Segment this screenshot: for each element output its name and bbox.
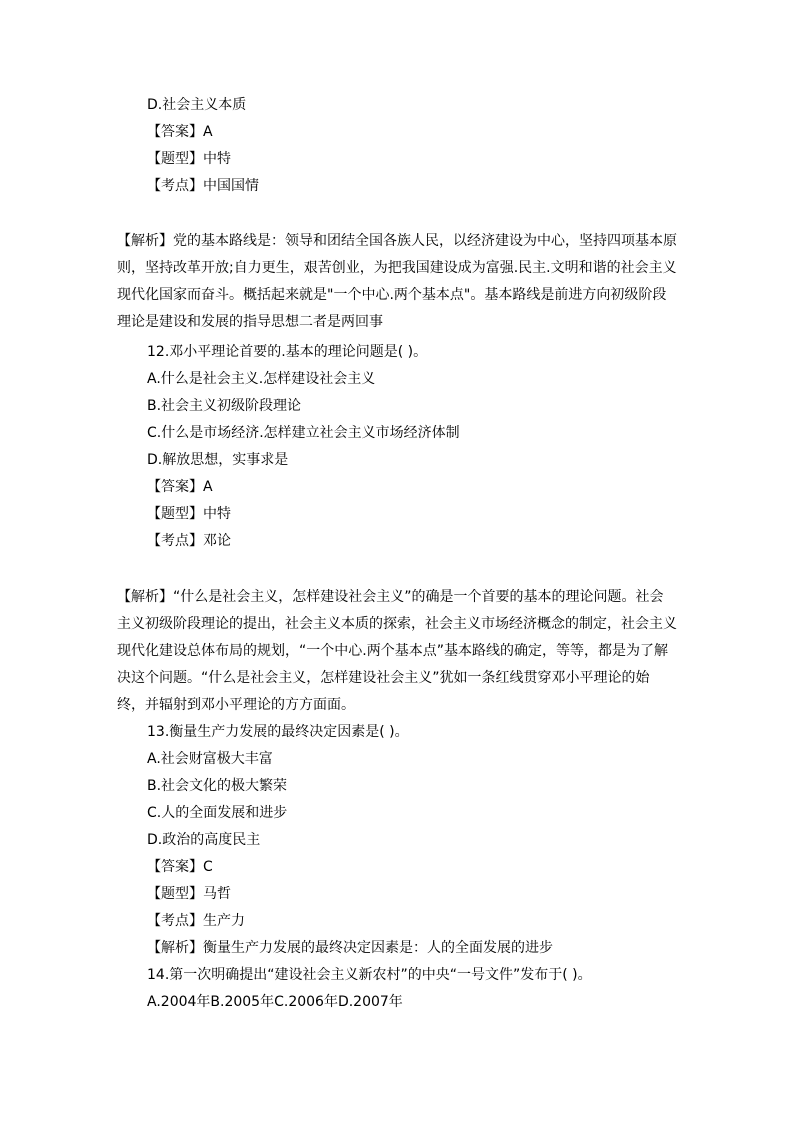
- q13-analysis: 【解析】衡量生产力发展的最终决定因素是：人的全面发展的进步: [147, 940, 553, 956]
- q11-analysis: 【解析】党的基本路线是：领导和团结全国各族人民，以经济建设为中心，坚持四项基本原则，坚持改革开放;自力更生，艰苦创业，为把我国建设成为富强.民主.文明和谐的社会主义现代化国家而奋斗。概括起来就是"一个中心.两个基本点"。基本路线是前进方向初级阶段理论是建设和发展的指导思想二者是两回事: [117, 233, 677, 330]
- q12-point: 【考点】邓论: [147, 533, 231, 549]
- q12-option-d: D.解放思想，实事求是: [147, 452, 289, 468]
- q12-question: 12.邓小平理论首要的.基本的理论问题是( )。: [147, 344, 428, 360]
- q13-option-b: B.社会文化的极大繁荣: [147, 778, 288, 794]
- q12-answer: 【答案】A: [147, 479, 213, 495]
- q12-option-a: A.什么是社会主义.怎样建设社会主义: [147, 371, 376, 387]
- q14-question: 14.第一次明确提出“建设社会主义新农村”的中央“一号文件”发布于( )。: [147, 967, 592, 983]
- q13-option-c: C.人的全面发展和进步: [147, 805, 288, 821]
- q11-point: 【考点】中国国情: [147, 178, 259, 194]
- q13-type: 【题型】马哲: [147, 886, 231, 902]
- q12-option-b: B.社会主义初级阶段理论: [147, 398, 302, 414]
- q14-options: A.2004年B.2005年C.2006年D.2007年: [147, 994, 403, 1010]
- q11-type: 【题型】中特: [147, 151, 231, 167]
- q13-option-a: A.社会财富极大丰富: [147, 751, 273, 767]
- q13-answer: 【答案】C: [147, 859, 213, 875]
- q13-point: 【考点】生产力: [147, 913, 245, 929]
- q12-option-c: C.什么是市场经济.怎样建立社会主义市场经济体制: [147, 425, 460, 441]
- q11-option-d: D.社会主义本质: [147, 97, 247, 113]
- q12-analysis: 【解析】“什么是社会主义，怎样建设社会主义”的确是一个首要的基本的理论问题。社会主义初级阶段理论的提出，社会主义本质的探索，社会主义市场经济概念的制定，社会主义现代化建设总体布局的规划，“一个中心.两个基本点”基本路线的确定，等等，都是为了解决这个问题。“什么是社会主义，怎样建设社会主义”犹如一条红线贯穿邓小平理论的始终，并辐射到邓小平理论的方方面面。: [117, 589, 677, 713]
- q13-question: 13.衡量生产力发展的最终决定因素是( )。: [147, 724, 409, 740]
- q13-option-d: D.政治的高度民主: [147, 832, 261, 848]
- q11-answer: 【答案】A: [147, 124, 213, 140]
- q12-type: 【题型】中特: [147, 506, 231, 522]
